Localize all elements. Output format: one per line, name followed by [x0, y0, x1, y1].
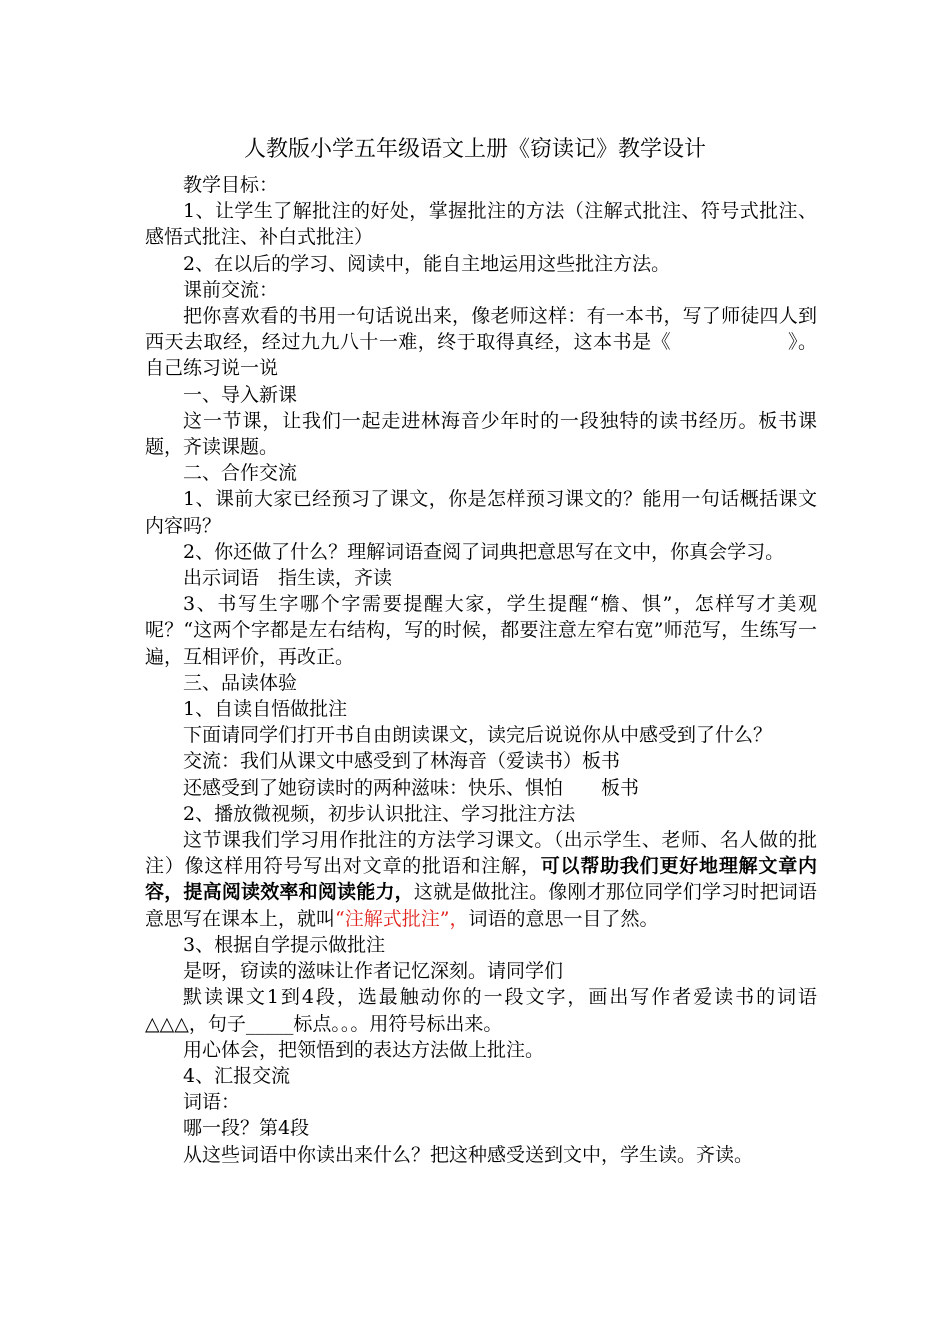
paragraph-objectives-heading: 教学目标： — [183, 174, 279, 196]
annotation-text-part1: 这节课我们学习用作批注的方法学习课文。（出示学生、老师、名人做的批注）像这样用符号写出对文章的批语和注解， — [145, 829, 817, 878]
paragraph-hint-heading: 3、根据自学提示做批注 — [183, 933, 386, 956]
paragraph-hint-2: 默读课文1到4段，选最触动你的一段文字，画出写作者爱读书的词语△△△，句子_____标点。。。用符号标出来。 — [145, 986, 817, 1035]
paragraph-preclass-heading: 课前交流： — [183, 278, 279, 301]
section-heading-1: 一、导入新课 — [183, 383, 298, 406]
annotation-red-text: “注解式批注”， — [335, 907, 469, 930]
annotation-text-part2: 这就是做批注。像刚才那位同学们学习时把词语意思写在课本上，就叫 — [145, 881, 817, 930]
paragraph-intro: 这一节课，让我们一起走进林海音少年时的一段独特的读书经历。板书课题，齐读课题。 — [145, 409, 817, 459]
paragraph-preclass-text: 把你喜欢看的书用一句话说出来，像老师这样：有一本书，写了师徒四人到西天去取经，经过九九八十一难，终于取得真经，这本书是《 》。自己练习说一说 — [145, 305, 817, 380]
paragraph-hint-1: 是呀，窃读的滋味让作者记忆深刻。请同学们 — [183, 960, 564, 983]
paragraph-hint-3: 用心体会，把领悟到的表达方法做上批注。 — [183, 1038, 545, 1061]
paragraph-discussion-2: 还感受到了她窃读时的两种滋味：快乐、惧怕 板书 — [183, 776, 640, 799]
document-title: 人教版小学五年级语文上册《窃读记》教学设计 — [243, 137, 706, 162]
paragraph-exchange-3: 3、书写生字哪个字需要提醒大家，学生提醒“檐、惧”，怎样写才美观呢？“这两个字都是左右结构，写的时候，都要注意左窄右宽”师范写，生练写一遍，互相评价，再改正。 — [145, 593, 817, 668]
paragraph-read-aloud: 从这些词语中你读出来什么？把这种感受送到文中，学生读。齐读。 — [183, 1143, 754, 1166]
paragraph-exchange-2: 2、你还做了什么？理解词语查阅了词典把意思写在文中，你真会学习。 — [183, 540, 785, 563]
section-heading-2: 二、合作交流 — [183, 462, 298, 485]
document-body — [145, 172, 817, 1168]
annotation-text-part3: 词语的意思一目了然。 — [468, 907, 659, 930]
paragraph-which-section: 哪一段？第4段 — [183, 1117, 310, 1140]
paragraph-objective-1: 1、让学生了解批注的好处，掌握批注的方法（注解式批注、符号式批注、感悟式批注、补白式批注） — [145, 200, 817, 249]
paragraph-discussion-1: 交流：我们从课文中感受到了林海音（爱读书）板书 — [183, 750, 621, 773]
paragraph-exchange-1: 1、课前大家已经预习了课文，你是怎样预习课文的？能用一句话概括课文内容吗？ — [145, 488, 817, 537]
paragraph-self-read: 下面请同学们打开书自由朗读课文，读完后说说你从中感受到了什么？ — [183, 724, 773, 747]
paragraph-annotation-method — [145, 827, 817, 932]
paragraph-self-read-heading: 1、自读自悟做批注 — [183, 698, 348, 721]
paragraph-show-words: 出示词语 指生读，齐读 — [183, 567, 393, 590]
paragraph-report-heading: 4、汇报交流 — [183, 1064, 291, 1087]
section-heading-3: 三、品读体验 — [183, 671, 298, 694]
paragraph-video-heading: 2、播放微视频，初步认识批注、学习批注方法 — [183, 802, 576, 825]
paragraph-objective-2: 2、在以后的学习、阅读中，能自主地运用这些批注方法。 — [183, 252, 671, 275]
annotation-bold-text: 可以帮助我们更好地理解文章内容，提高阅读效率和阅读能力， — [145, 855, 817, 904]
paragraph-words-label: 词语： — [183, 1091, 241, 1114]
